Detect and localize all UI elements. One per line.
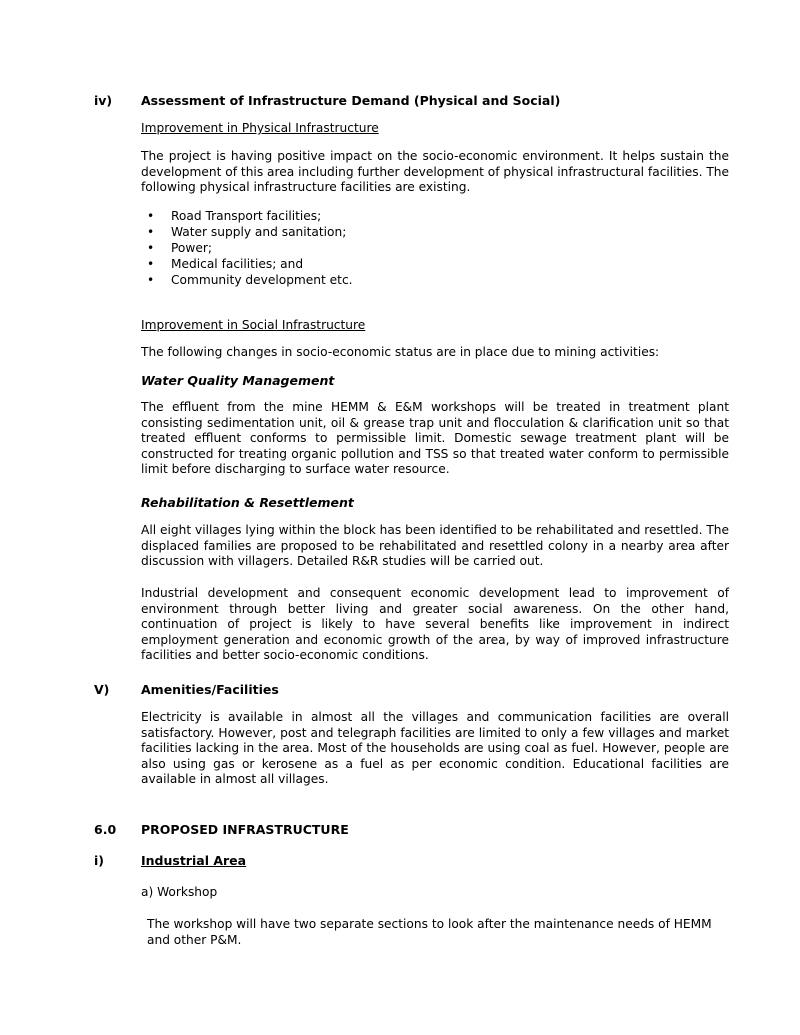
bullet-icon: • bbox=[147, 209, 155, 223]
section-number-iv: iv) bbox=[94, 93, 113, 108]
list-item: • Water supply and sanitation; bbox=[147, 225, 347, 239]
bullet-icon: • bbox=[147, 273, 155, 287]
subsection-number-i: i) bbox=[94, 853, 104, 868]
section-title-6: PROPOSED INFRASTRUCTURE bbox=[141, 822, 349, 837]
list-item: • Power; bbox=[147, 241, 212, 255]
workshop-label: a) Workshop bbox=[141, 885, 218, 899]
physical-infrastructure-intro: The project is having positive impact on the socio-economic environment. It helps sustain the development of this area including further development of physical infrastructural facilities. The following physical infrastructure facilities are existing. bbox=[141, 149, 729, 195]
section-title-v: Amenities/Facilities bbox=[141, 682, 279, 697]
social-infrastructure-intro: The following changes in socio-economic status are in place due to mining activities: bbox=[141, 345, 660, 359]
facilities-list bbox=[141, 208, 353, 288]
rehabilitation-heading: Rehabilitation & Resettlement bbox=[141, 495, 354, 510]
water-quality-paragraph: The effluent from the mine HEMM & E&M workshops will be treated in treatment plant consisting sedimentation unit, oil & grease trap unit and flocculation & clarification unit so that treated effluent conforms to permissible limit. Domestic sewage treatment plant will be constructed for treating organic pollution and TSS so that treated water conform to permissible limit before discharging to surface water resource. bbox=[141, 400, 729, 477]
amenities-paragraph: Electricity is available in almost all the villages and communication facilities are overall satisfactory. However, post and telegraph facilities are limited to only a few villages and market facilities lacking in the area. Most of the households are using coal as fuel. However, people are also using gas or kerosene as a fuel as per economic condition. Educational facilities are available in almost all villages. bbox=[141, 710, 729, 787]
list-item: • Community development etc. bbox=[147, 273, 353, 287]
industrial-development-paragraph: Industrial development and consequent economic development lead to improvement of environment through better living and greater social awareness. On the other hand, continuation of project is likely to have several benefits like improvement in indirect employment generation and economic growth of the area, by way of improved infrastructure facilities and better socio-economic conditions. bbox=[141, 586, 729, 663]
rehabilitation-paragraph: All eight villages lying within the block has been identified to be rehabilitated and resettled. The displaced families are proposed to be rehabilitated and resettled colony in a nearby area after discussion with villagers. Detailed R&R studies will be carried out. bbox=[141, 523, 729, 569]
bullet-icon: • bbox=[147, 225, 155, 239]
section-number-v: V) bbox=[94, 682, 110, 697]
water-quality-heading: Water Quality Management bbox=[141, 373, 335, 388]
list-item: • Medical facilities; and bbox=[147, 257, 304, 271]
section-title-iv: Assessment of Infrastructure Demand (Physical and Social) bbox=[141, 93, 561, 108]
list-item: • Road Transport facilities; bbox=[147, 209, 322, 223]
section-number-6: 6.0 bbox=[94, 822, 117, 837]
subsection-title-industrial-area: Industrial Area bbox=[141, 853, 247, 868]
physical-infrastructure-heading: Improvement in Physical Infrastructure bbox=[141, 121, 379, 135]
bullet-icon: • bbox=[147, 257, 155, 271]
social-infrastructure-heading: Improvement in Social Infrastructure bbox=[141, 318, 366, 332]
bullet-icon: • bbox=[147, 241, 155, 255]
workshop-paragraph: The workshop will have two separate sections to look after the maintenance needs of HEMM and other P&M. bbox=[147, 917, 712, 947]
